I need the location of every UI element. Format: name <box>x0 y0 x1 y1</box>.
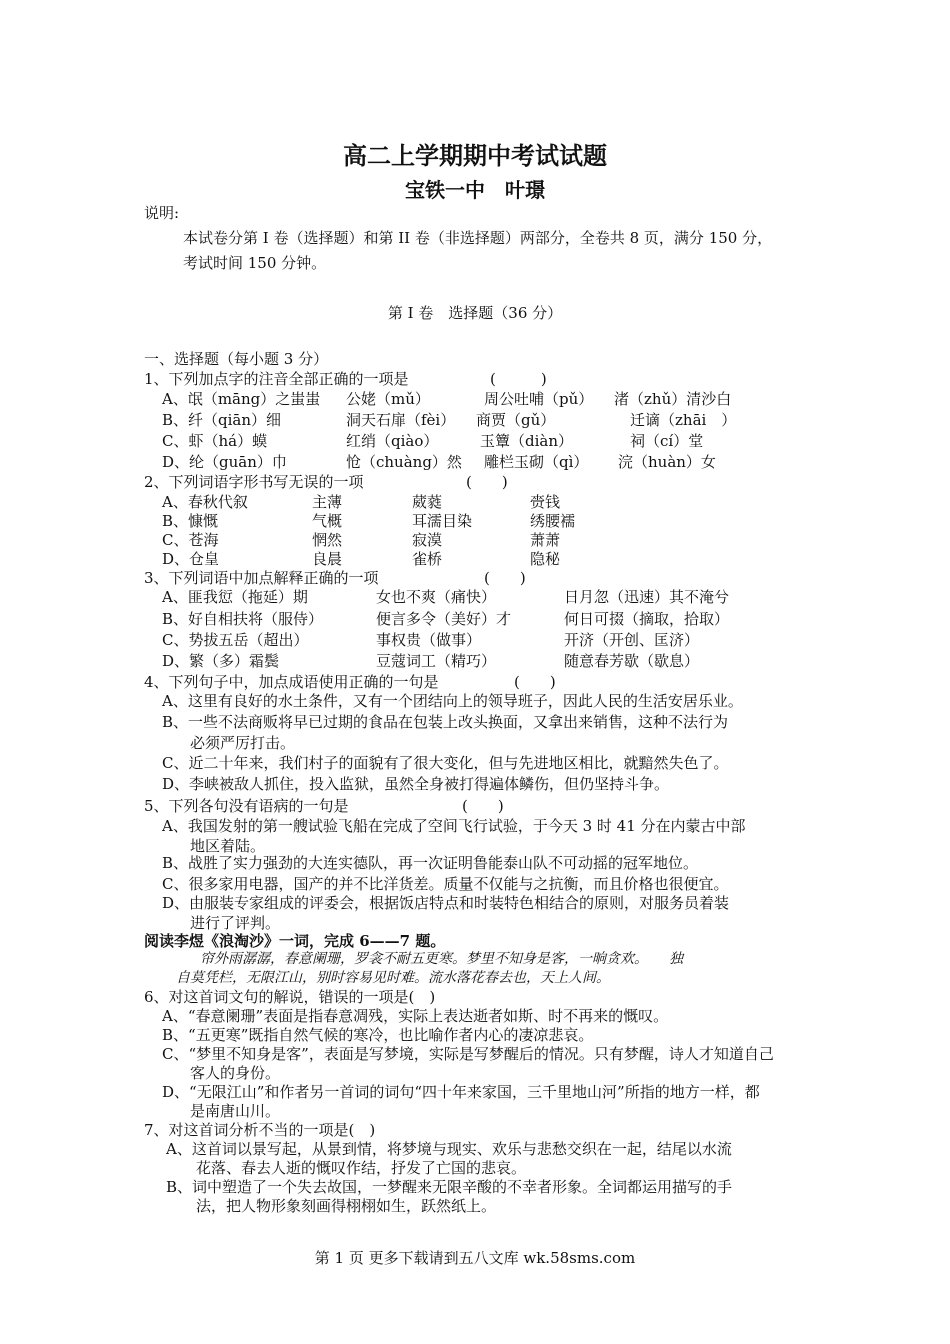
q7-b-line1: B、词中塑造了一个失去故国，一梦醒来无限辛酸的不幸者形象。全词都运用描写的手 <box>166 1178 733 1196</box>
q1-d-3: 雕栏玉砌（qì） <box>484 453 589 471</box>
q3-b-2: 便言多令（美好）才 <box>376 610 512 628</box>
q2-c-3: 寂漠 <box>412 531 443 549</box>
note-line-1: 本试卷分第 I 卷（选择题）和第 II 卷（非选择题）两部分，全卷共 8 页，满分 150 分， <box>183 229 773 247</box>
q2-a-3: 葳蕤 <box>412 493 443 511</box>
q3-a-2: 女也不爽（痛快） <box>376 588 497 606</box>
q1-c-1: C、虾（há）蟆 <box>162 432 268 450</box>
q5-paren: ( ) <box>462 797 504 815</box>
q6-c-line2: 客人的身份。 <box>190 1064 281 1082</box>
q1-b-1: B、纤（qiān）细 <box>162 411 282 429</box>
q3-d-1: D、繁（多）霜鬓 <box>162 652 280 670</box>
q2-c-1: C、苍海 <box>162 531 219 549</box>
q4-stem: 4、下列句子中，加点成语使用正确的一句是 <box>144 673 439 691</box>
q1-b-4: 迁谪（zhāi ） <box>630 411 737 429</box>
reading-title: 阅读李煜《浪淘沙》一词，完成 6——7 题。 <box>144 932 446 950</box>
q3-d-2: 豆蔻词工（精巧） <box>376 652 497 670</box>
q1-a-4: 渚（zhǔ）清沙白 <box>614 390 732 408</box>
q2-paren: ( ) <box>466 473 508 491</box>
q2-d-3: 雀桥 <box>412 550 443 568</box>
q3-d-3: 随意春芳歇（歇息） <box>564 652 700 670</box>
q2-a-4: 赍钱 <box>530 493 561 511</box>
q2-b-1: B、慷慨 <box>162 512 219 530</box>
q2-b-3: 耳濡目染 <box>412 512 473 530</box>
q4-b-line2: 必须严厉打击。 <box>190 734 296 752</box>
q1-d-1: D、纶（guān）巾 <box>162 453 287 471</box>
q1-a-2: 公姥（mǔ） <box>346 390 430 408</box>
q2-d-4: 隐秘 <box>530 550 561 568</box>
poem-line-2: 自莫凭栏，无限江山，别时容易见时难。流水落花春去也，天上人间。 <box>176 970 610 986</box>
q6-b: B、“五更寒”既指自然气候的寒冷，也比喻作者内心的凄凉悲哀。 <box>162 1026 594 1044</box>
q6-stem: 6、对这首词文句的解说，错误的一项是( ) <box>144 988 436 1006</box>
q5-d-line1: D、由服装专家组成的评委会，根据饭店特点和时装特色相结合的原则，对服务员着装 <box>162 894 730 912</box>
q5-a-line1: A、我国发射的第一艘试验飞船在完成了空间飞行试验，于今天 3 时 41 分在内蒙古中部 <box>162 817 746 835</box>
section-heading: 第 I 卷 选择题（36 分） <box>387 304 563 322</box>
q7-a-line2: 花落、春去人逝的慨叹作结，抒发了亡国的悲哀。 <box>196 1159 527 1177</box>
note-label: 说明: <box>144 204 180 222</box>
q1-c-2: 红绡（qiào） <box>346 432 439 450</box>
q3-a-1: A、匪我愆（拖延）期 <box>162 588 308 606</box>
q5-stem: 5、下列各句没有语病的一句是 <box>144 797 349 815</box>
q4-b-line1: B、一些不法商贩将早已过期的食品在包装上改头换面，又拿出来销售，这种不法行为 <box>162 713 729 731</box>
q1-c-4: 祠（cí）堂 <box>630 432 704 450</box>
q1-a-3: 周公吐哺（pǔ） <box>484 390 594 408</box>
q2-a-1: A、春秋代叙 <box>162 493 248 511</box>
q3-c-1: C、势拔五岳（超出） <box>162 631 309 649</box>
q1-d-4: 浣（huàn）女 <box>618 453 716 471</box>
q6-d-line1: D、“无限江山”和作者另一首词的词句“四十年来家国，三千里地山河”所指的地方一样，都 <box>162 1083 760 1101</box>
q5-b: B、战胜了实力强劲的大连实德队，再一次证明鲁能泰山队不可动摇的冠军地位。 <box>162 854 699 872</box>
q3-stem: 3、下列词语中加点解释正确的一项 <box>144 569 379 587</box>
q7-a-line1: A、这首词以景写起，从景到情，将梦境与现实、欢乐与悲愁交织在一起，结尾以水流 <box>166 1140 732 1158</box>
q6-c-line1: C、“梦里不知身是客”，表面是写梦境，实际是写梦醒后的情况。只有梦醒，诗人才知道自己 <box>162 1045 774 1063</box>
note-line-2: 考试时间 150 分钟。 <box>183 254 327 272</box>
q7-stem: 7、对这首词分析不当的一项是( ) <box>144 1121 376 1139</box>
poem-line-1: 帘外雨潺潺，春意阑珊，罗衾不耐五更寒。梦里不知身是客，一晌贪欢。 独 <box>200 951 683 967</box>
q3-c-2: 事权贵（做事） <box>376 631 482 649</box>
q3-paren: ( ) <box>484 569 526 587</box>
q3-a-3: 日月忽（迅速）其不淹兮 <box>564 588 730 606</box>
q4-d: D、李峡被敌人抓住，投入监狱，虽然全身被打得遍体鳞伤，但仍坚持斗争。 <box>162 775 670 793</box>
q7-b-line2: 法，把人物形象刻画得栩栩如生，跃然纸上。 <box>196 1197 497 1215</box>
q5-c: C、很多家用电器，国产的并不比洋货差。质量不仅能与之抗衡，而且价格也很便宜。 <box>162 875 729 893</box>
q2-d-2: 良晨 <box>312 550 343 568</box>
q2-b-2: 气概 <box>312 512 343 530</box>
q3-b-1: B、好自相扶将（服侍） <box>162 610 324 628</box>
q1-stem: 1、下列加点字的注音全部正确的一项是 <box>144 370 409 388</box>
q1-a-1: A、氓（māng）之蚩蚩 <box>162 390 321 408</box>
q6-a: A、“春意阑珊”表面是指春意凋残，实际上表达逝者如斯、时不再来的慨叹。 <box>162 1007 669 1025</box>
q2-stem: 2、下列词语字形书写无误的一项 <box>144 473 364 491</box>
page-footer: 第 1 页 更多下载请到五八文库 wk.58sms.com <box>314 1249 636 1267</box>
q2-a-2: 主薄 <box>312 493 343 511</box>
q1-c-3: 玉簟（diàn） <box>480 432 574 450</box>
q2-c-2: 惘然 <box>312 531 343 549</box>
q2-d-1: D、仓皇 <box>162 550 220 568</box>
q2-c-4: 萧萧 <box>530 531 561 549</box>
q3-c-3: 开济（开创、匡济） <box>564 631 700 649</box>
q2-b-4: 绣腰襦 <box>530 512 576 530</box>
author-line: 宝铁一中 叶璟 <box>405 178 545 202</box>
q4-a: A、这里有良好的水土条件，又有一个团结向上的领导班子，因此人民的生活安居乐业。 <box>162 692 743 710</box>
q3-b-3: 何日可掇（摘取，拾取） <box>564 610 730 628</box>
q6-d-line2: 是南唐山川。 <box>190 1102 281 1120</box>
q1-b-3: 商贾（gǔ） <box>476 411 556 429</box>
q1-d-2: 怆（chuàng）然 <box>346 453 462 471</box>
part-heading: 一、选择题（每小题 3 分） <box>144 350 329 368</box>
q5-a-line2: 地区着陆。 <box>190 837 266 855</box>
q5-d-line2: 进行了评判。 <box>190 914 281 932</box>
q4-paren: ( ) <box>514 673 556 691</box>
page-title: 高二上学期期中考试试题 <box>343 141 607 170</box>
q1-b-2: 洞天石扉（fèi） <box>346 411 456 429</box>
q4-c: C、近二十年来，我们村子的面貌有了很大变化，但与先进地区相比，就黯然失色了。 <box>162 754 729 772</box>
q1-paren: ( ) <box>490 370 547 388</box>
